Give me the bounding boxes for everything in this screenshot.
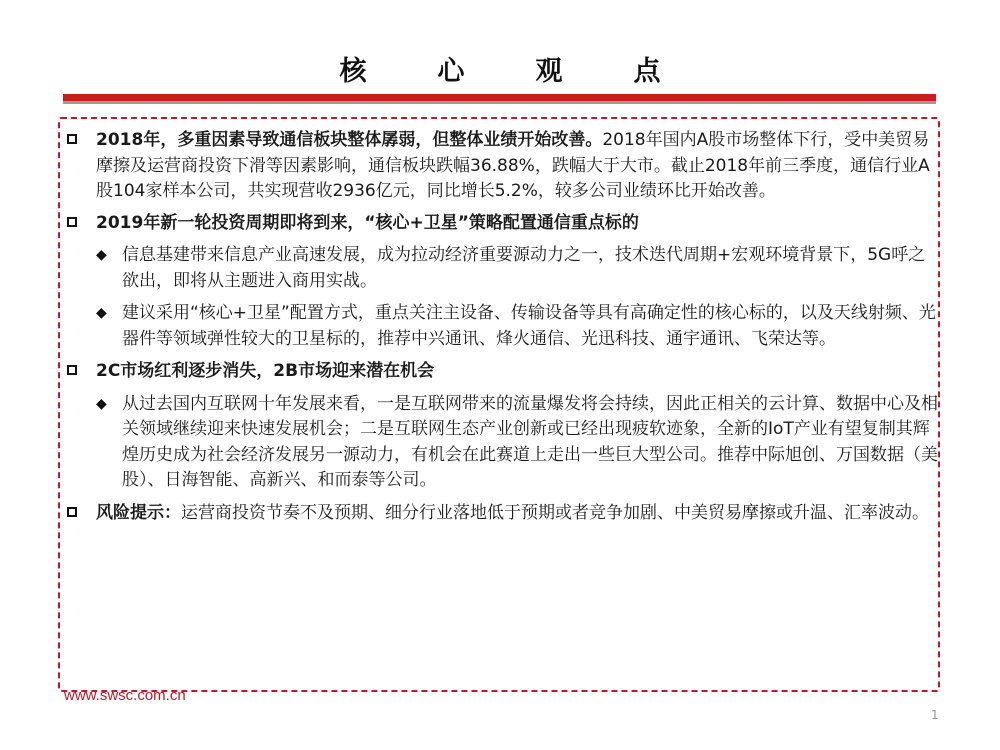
sub-point-text: 从过去国内互联网十年发展来看，一是互联网带来的流量爆发将会持续，因此正相关的云计算、数据中心及相关领域继续迎来快速发展机会；二是互联网生态产业创新或已经出现疲软迹象，全新的IoT产业有望复制其辉煌历史成为社会经济发展另一源动力，有机会在此赛道上走出一些巨大型公司。推荐中际旭创、万国数据（美股）、日海智能、高新兴、和而泰等公司。 — [122, 393, 938, 490]
title-divider-red — [63, 94, 936, 101]
point-heading: 2C市场红利逐步消失，2B市场迎来潜在机会 — [96, 361, 435, 381]
sub-point-text: 建议采用“核心+卫星”配置方式，重点关注主设备、传输设备等具有高确定性的核心标的，以及天线射频、光器件等领域弹性较大的卫星标的，推荐中兴通讯、烽火通信、光迅科技、通宇通讯、飞荣达等。 — [122, 303, 936, 349]
diamond-bullet-icon: ◆ — [96, 395, 107, 412]
key-points — [66, 128, 942, 529]
point-body: 2018年国内A股市场整体下行，受中美贸易摩擦及运营商投资下滑等因素影响，通信板块跌幅36.88%，跌幅大于大市。截止2018年前三季度，通信行业A股104家样本公司，共实现营收2936亿元，同比增长5.2%，较多公司业绩环比开始改善。 — [96, 130, 930, 201]
diamond-bullet-icon: ◆ — [96, 247, 107, 263]
page-title: 核 心 观 点 — [339, 56, 683, 87]
point-2018-performance — [66, 128, 942, 205]
point-risk-warning — [66, 501, 942, 527]
sub-point-infrastructure — [66, 243, 942, 294]
square-bullet-icon — [67, 134, 77, 144]
square-bullet-icon — [67, 365, 77, 375]
title-divider-gray — [63, 101, 936, 104]
sub-point-text: 信息基建带来信息产业高速发展，成为拉动经济重要源动力之一，技术迭代周期+宏观环境背景下，5G呼之欲出，即将从主题进入商用实战。 — [122, 245, 926, 291]
sub-point-core-satellite — [66, 301, 942, 352]
point-heading: 2019年新一轮投资周期即将到来，“核心+卫星”策略配置通信重点标的 — [96, 212, 639, 233]
point-heading: 风险提示： — [96, 502, 181, 523]
square-bullet-icon — [67, 217, 77, 227]
point-body: 运营商投资节奏不及预期、细分行业落地低于预期或者竞争加剧、中美贸易摩擦或升温、汇率波动。 — [181, 502, 929, 523]
square-bullet-icon — [67, 507, 77, 517]
footer-url[interactable]: www.swsc.com.cn — [64, 687, 186, 704]
page-number: 1 — [931, 708, 939, 722]
sub-point-internet-decade — [66, 392, 942, 494]
point-2c-2b-market — [66, 359, 942, 385]
point-heading: 2018年，多重因素导致通信板块整体孱弱，但整体业绩开始改善。 — [96, 130, 603, 150]
point-2019-investment-cycle — [66, 211, 942, 237]
diamond-bullet-icon: ◆ — [96, 305, 107, 321]
